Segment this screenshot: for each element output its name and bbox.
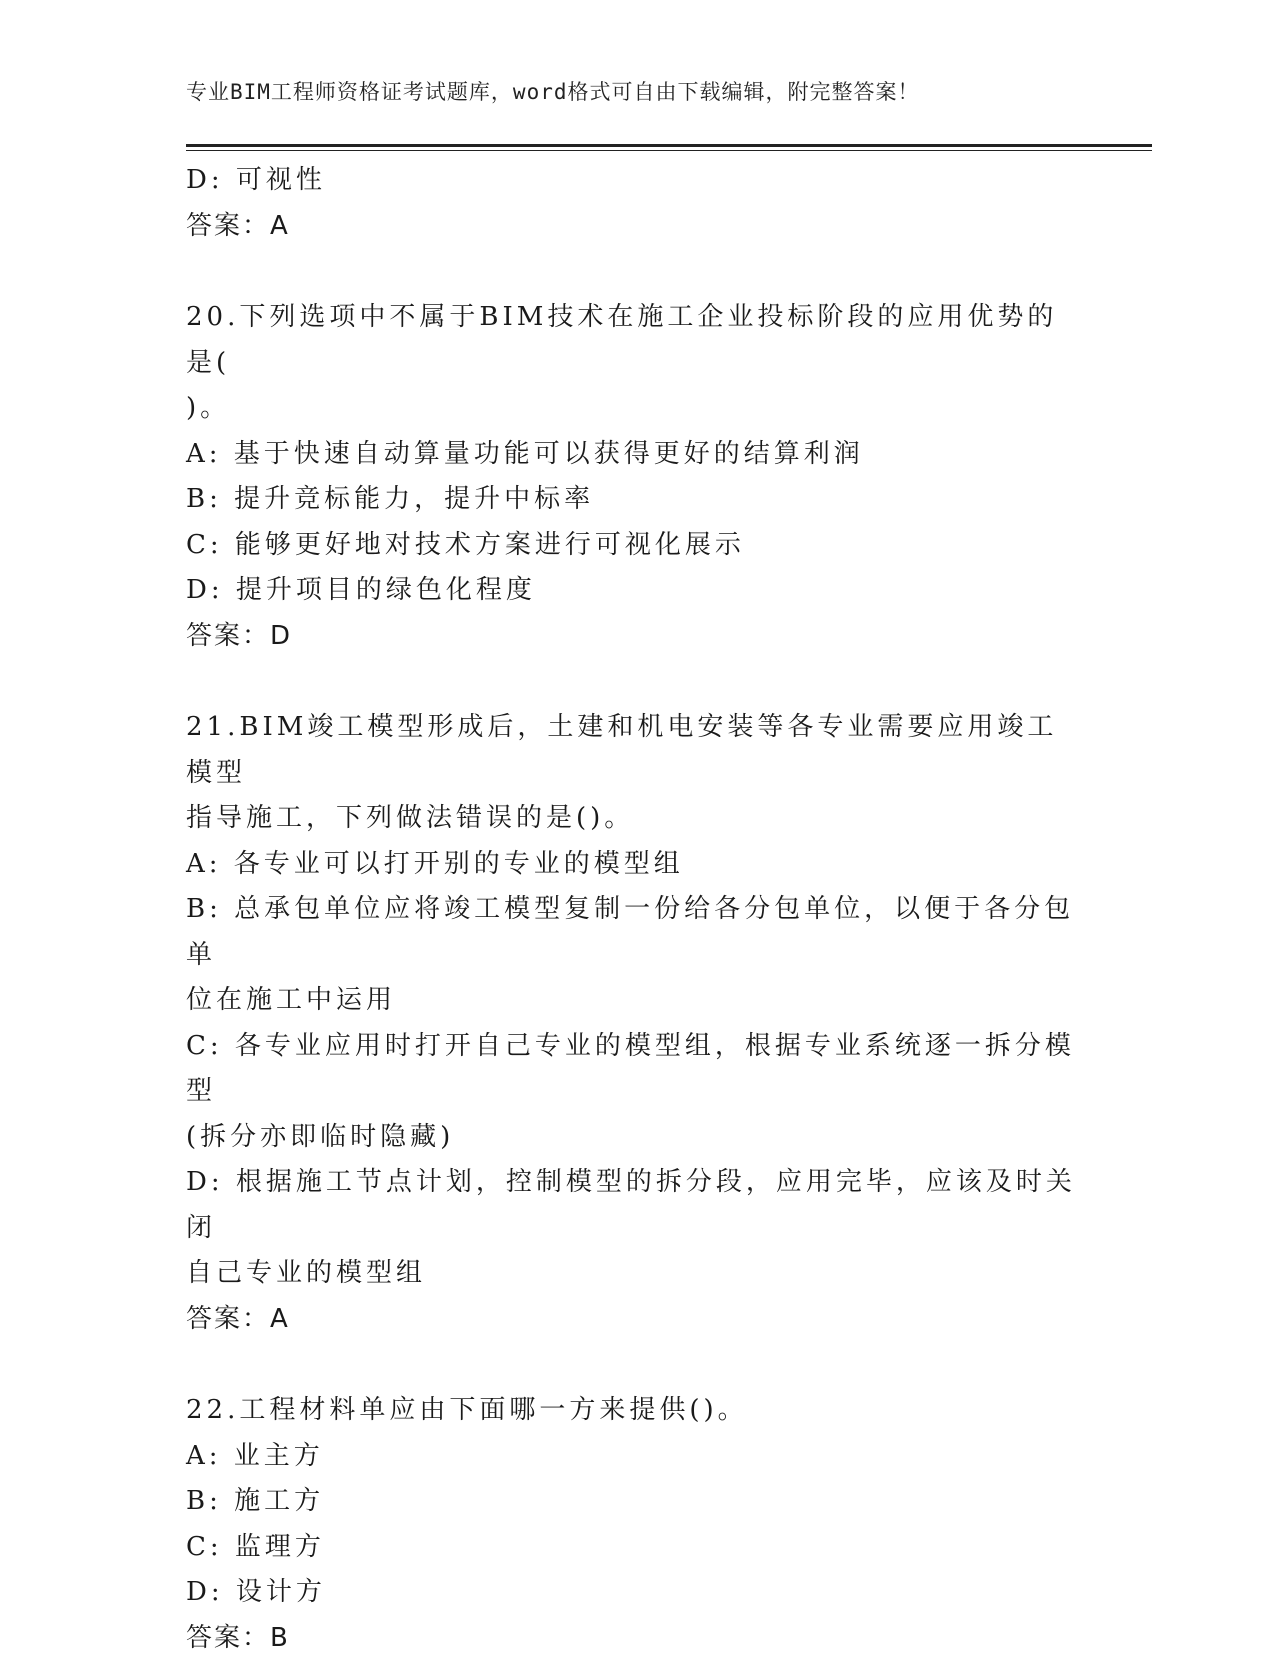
answer: 答案：A — [186, 204, 1086, 250]
page-header: 专业BIM工程师资格证考试题库，word格式可自由下载编辑，附完整答案！ — [186, 76, 1146, 106]
header-rule-thin — [186, 150, 1152, 151]
option-a: A: 各专业可以打开别的专业的模型组 — [186, 842, 1086, 888]
question-20 — [186, 295, 1086, 659]
option-d-cont: 自己专业的模型组 — [186, 1251, 1086, 1297]
option-c-cont: (拆分亦即临时隐藏) — [186, 1115, 1086, 1161]
document-body — [186, 158, 1086, 1661]
question-22 — [186, 1388, 1086, 1661]
option-b-cont: 位在施工中运用 — [186, 978, 1086, 1024]
spacer — [186, 1342, 1086, 1388]
option-d: D: 根据施工节点计划，控制模型的拆分段，应用完毕，应该及时关闭 — [186, 1160, 1086, 1251]
question-stem: 22.工程材料单应由下面哪一方来提供()。 — [186, 1388, 1086, 1434]
header-rule-thick — [186, 144, 1152, 147]
option-c: C: 能够更好地对技术方案进行可视化展示 — [186, 523, 1086, 569]
question-stem: 21.BIM竣工模型形成后，土建和机电安装等各专业需要应用竣工模型 — [186, 705, 1086, 796]
option-a: A: 业主方 — [186, 1434, 1086, 1480]
option-c: C: 各专业应用时打开自己专业的模型组，根据专业系统逐一拆分模型 — [186, 1024, 1086, 1115]
option-b: B: 施工方 — [186, 1479, 1086, 1525]
spacer — [186, 249, 1086, 295]
answer: 答案：B — [186, 1616, 1086, 1661]
option-d: D: 可视性 — [186, 158, 1086, 204]
option-d: D: 提升项目的绿色化程度 — [186, 568, 1086, 614]
question-21 — [186, 705, 1086, 1342]
question-stem-cont: 指导施工，下列做法错误的是()。 — [186, 796, 1086, 842]
question-19-tail — [186, 158, 1086, 249]
answer: 答案：A — [186, 1297, 1086, 1343]
spacer — [186, 659, 1086, 705]
option-c: C: 监理方 — [186, 1525, 1086, 1571]
answer: 答案：D — [186, 614, 1086, 660]
question-stem: 20.下列选项中不属于BIM技术在施工企业投标阶段的应用优势的是( — [186, 295, 1086, 386]
option-b: B: 提升竞标能力，提升中标率 — [186, 477, 1086, 523]
option-b: B: 总承包单位应将竣工模型复制一份给各分包单位，以便于各分包单 — [186, 887, 1086, 978]
option-a: A: 基于快速自动算量功能可以获得更好的结算利润 — [186, 432, 1086, 478]
question-stem-cont: )。 — [186, 386, 1086, 432]
option-d: D: 设计方 — [186, 1570, 1086, 1616]
